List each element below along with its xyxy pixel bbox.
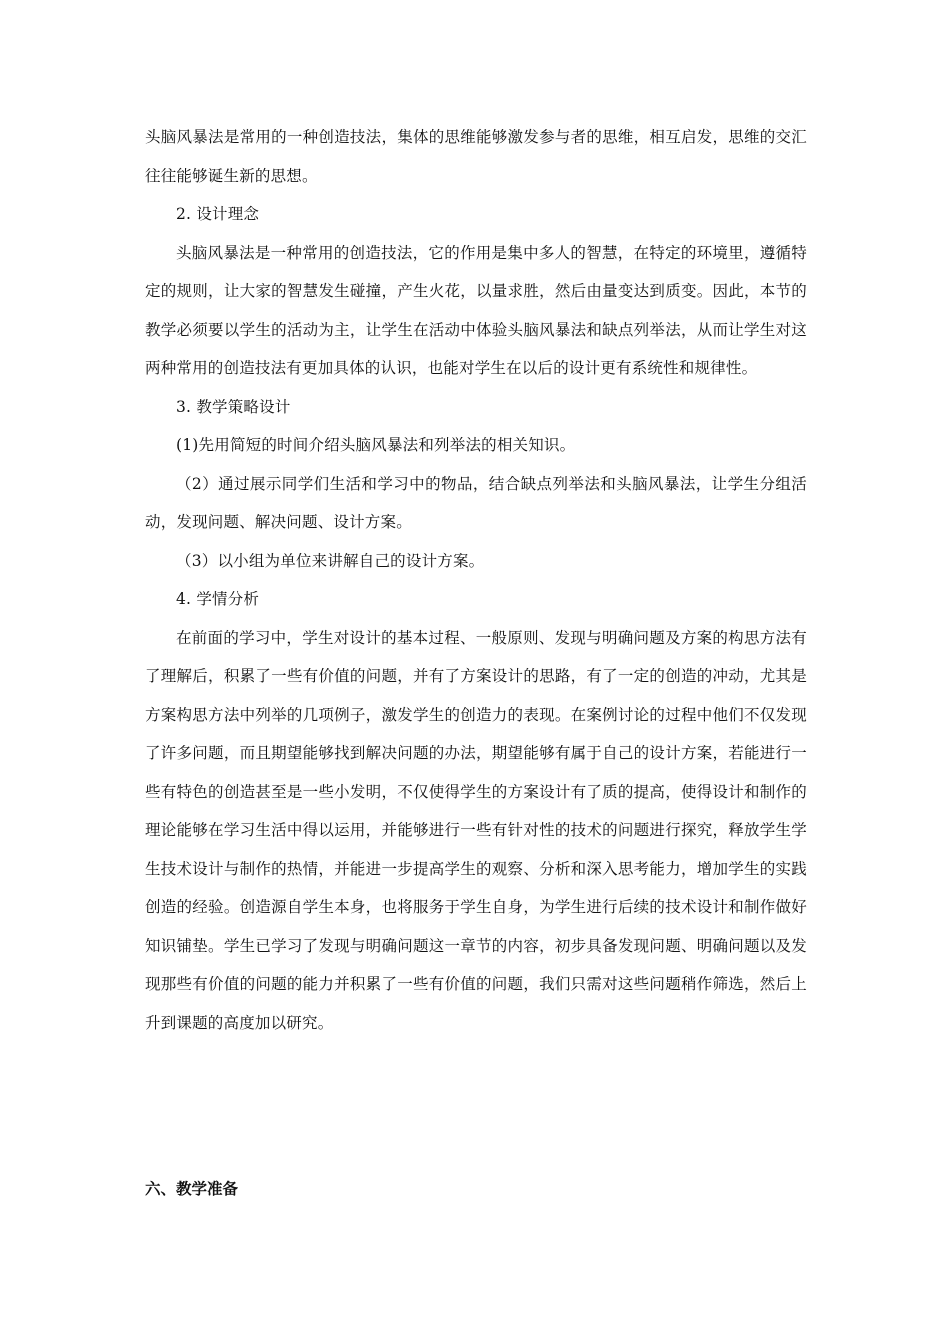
document-body bbox=[145, 118, 807, 1042]
list-item-strategy-2: （2）通过展示同学们生活和学习中的物品，结合缺点列举法和头脑风暴法，让学生分组活动，发现问题、解决问题、设计方案。 bbox=[145, 474, 807, 531]
list-item-strategy-1: (1)先用简短的时间介绍头脑风暴法和列举法的相关知识。 bbox=[176, 436, 576, 454]
subheading-design-concept: 2. 设计理念 bbox=[176, 205, 260, 223]
subheading-teaching-strategy: 3. 教学策略设计 bbox=[176, 397, 291, 416]
paragraph-intro: 头脑风暴法是常用的一种创造技法，集体的思维能够激发参与者的思维，相互启发，思维的交汇往往能够诞生新的思想。 bbox=[145, 128, 807, 185]
paragraph-design-concept: 头脑风暴法是一种常用的创造技法，它的作用是集中多人的智慧，在特定的环境里，遵循特定的规则，让大家的智慧发生碰撞，产生火花，以量求胜，然后由量变达到质变。因此，本节的教学必须要以学生的活动为主，让学生在活动中体验头脑风暴法和缺点列举法，从而让学生对这两种常用的创造技法有更加具体的认识，也能对学生在以后的设计更有系统性和规律性。 bbox=[145, 243, 807, 377]
list-item-strategy-3: （3）以小组为单位来讲解自己的设计方案。 bbox=[176, 551, 485, 570]
section-heading-teaching-preparation: 六、教学准备 bbox=[145, 1180, 239, 1198]
paragraph-learner-analysis: 在前面的学习中，学生对设计的基本过程、一般原则、发现与明确问题及方案的构思方法有了理解后，积累了一些有价值的问题，并有了方案设计的思路，有了一定的创造的冲动，尤其是方案构思方法中列举的几项例子，激发学生的创造力的表现。在案例讨论的过程中他们不仅发现了许多问题，而且期望能够找到解决问题的办法，期望能够有属于自己的设计方案，若能进行一些有特色的创造甚至是一些小发明，不仅使得学生的方案设计有了质的提高，使得设计和制作的理论能够在学习生活中得以运用，并能够进行一些有针对性的技术的问题进行探究，释放学生学生技术设计与制作的热情，并能进一步提高学生的观察、分析和深入思考能力，增加学生的实践创造的经验。创造源自学生本身，也将服务于学生自身，为学生进行后续的技术设计和制作做好知识铺垫。学生已学习了发现与明确问题这一章节的内容，初步具备发现问题、明确问题以及发现那些有价值的问题的能力并积累了一些有价值的问题，我们只需对这些问题稍作筛选，然后上升到课题的高度加以研究。 bbox=[145, 628, 807, 1032]
subheading-learner-analysis: 4. 学情分析 bbox=[176, 590, 260, 608]
